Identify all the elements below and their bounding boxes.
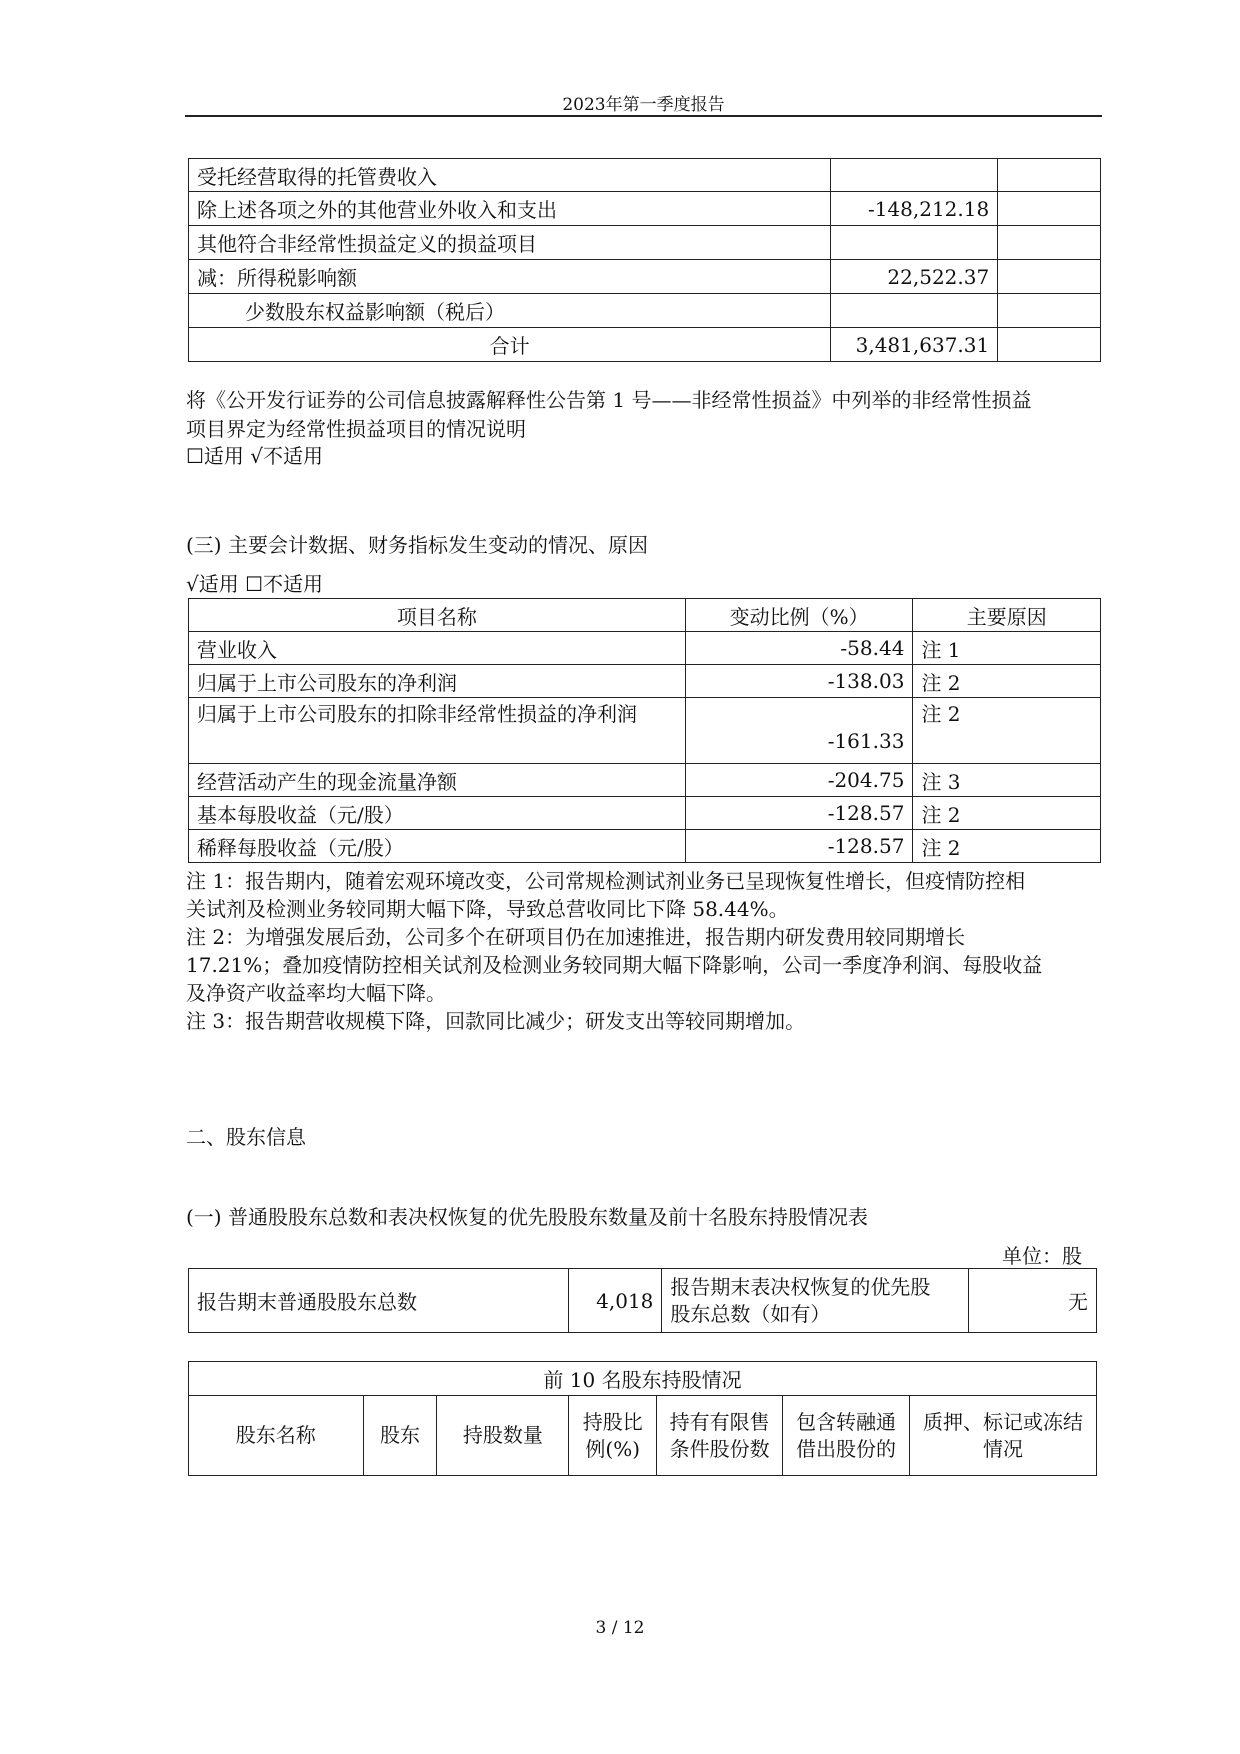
preferred-label-line-2: 股东总数（如有） xyxy=(670,1301,831,1326)
shareholder-count-table xyxy=(188,1268,1097,1333)
column-header-line-1: 持股数量 xyxy=(462,1423,543,1447)
table-row xyxy=(189,294,1101,328)
main-reason: 注 2 xyxy=(913,698,1101,764)
applicability-1: ☐适用 √不适用 xyxy=(186,444,324,468)
item-amount xyxy=(831,226,998,260)
explanation-line-1: 将《公开发行证券的公司信息披露解释性公告第 1 号——非经常性损益》中列举的非经常性损益 xyxy=(186,388,1032,412)
section-2-title: 二、股东信息 xyxy=(186,1125,306,1149)
item-note xyxy=(998,226,1101,260)
item-label: 受托经营取得的托管费收入 xyxy=(189,159,831,192)
table-row xyxy=(189,192,1101,226)
unit-label: 单位：股 xyxy=(1002,1244,1082,1268)
item-name: 稀释每股收益（元/股） xyxy=(189,830,686,863)
item-name: 营业收入 xyxy=(189,632,686,665)
item-label: 除上述各项之外的其他营业外收入和支出 xyxy=(189,192,831,226)
note-line: 注 3：报告期营收规模下降，回款同比减少；研发支出等较同期增加。 xyxy=(186,1009,806,1033)
change-ratio: -128.57 xyxy=(685,797,913,830)
column-header-line-2: 例(%) xyxy=(585,1436,641,1461)
item-name: 归属于上市公司股东的净利润 xyxy=(189,665,686,698)
column-header-line-1: 股东 xyxy=(380,1423,421,1447)
common-shareholder-count-value: 4,018 xyxy=(569,1269,662,1333)
column-header-line-2: 条件股份数 xyxy=(669,1436,770,1461)
column-header xyxy=(189,1396,364,1476)
item-label: 减：所得税影响额 xyxy=(189,260,831,294)
column-header-line-1: 持有有限售 xyxy=(669,1409,770,1434)
change-ratio: -138.03 xyxy=(685,665,913,698)
column-header xyxy=(910,1396,1097,1476)
header-item-name: 项目名称 xyxy=(189,599,686,632)
table-row xyxy=(189,159,1101,192)
note-line: 关试剂及检测业务较同期大幅下降，导致总营收同比下降 58.44%。 xyxy=(186,897,789,921)
note-line: 及净资产收益率均大幅下降。 xyxy=(186,981,446,1005)
applicability-2: √适用 ☐不适用 xyxy=(186,572,324,596)
column-header-line-2: 借出股份的 xyxy=(796,1436,897,1461)
table-row xyxy=(189,328,1101,362)
item-note xyxy=(998,159,1101,192)
table-row xyxy=(189,797,1101,830)
item-amount: 3,481,637.31 xyxy=(831,328,998,362)
note-line: 注 1：报告期内，随着宏观环境改变，公司常规检测试剂业务已呈现恢复性增长，但疫情防控相 xyxy=(186,869,1026,893)
column-header-line-2: 情况 xyxy=(983,1436,1023,1461)
item-name: 基本每股收益（元/股） xyxy=(189,797,686,830)
explanation-line-2: 项目界定为经常性损益项目的情况说明 xyxy=(186,417,526,441)
section-3-title: (三) 主要会计数据、财务指标发生变动的情况、原因 xyxy=(186,533,648,557)
common-shareholder-count-label: 报告期末普通股股东总数 xyxy=(189,1269,569,1333)
item-amount xyxy=(831,294,998,328)
item-name: 归属于上市公司股东的扣除非经常性损益的净利润 xyxy=(189,698,686,764)
table-row xyxy=(189,260,1101,294)
column-header xyxy=(569,1396,657,1476)
column-header-line-1: 质押、标记或冻结 xyxy=(923,1409,1083,1434)
change-ratio: -58.44 xyxy=(685,632,913,665)
item-note xyxy=(998,294,1101,328)
subsection-1-title: (一) 普通股股东总数和表决权恢复的优先股股东数量及前十名股东持股情况表 xyxy=(186,1205,868,1229)
header-main-reason: 主要原因 xyxy=(913,599,1101,632)
item-label: 其他符合非经常性损益定义的损益项目 xyxy=(189,226,831,260)
note-line: 注 2：为增强发展后劲，公司多个在研项目仍在加速推进，报告期内研发费用较同期增长 xyxy=(186,925,966,949)
table-row xyxy=(189,764,1101,797)
main-reason: 注 2 xyxy=(913,830,1101,863)
main-reason: 注 3 xyxy=(913,764,1101,797)
table-row xyxy=(189,665,1101,698)
item-amount: -148,212.18 xyxy=(831,192,998,226)
page-header: 2023年第一季度报告 xyxy=(562,95,725,115)
column-header xyxy=(783,1396,910,1476)
column-header xyxy=(657,1396,783,1476)
change-ratio: -161.33 xyxy=(685,698,913,764)
change-ratio: -204.75 xyxy=(685,764,913,797)
main-reason: 注 2 xyxy=(913,797,1101,830)
item-label: 少数股东权益影响额（税后） xyxy=(189,294,831,328)
item-amount: 22,522.37 xyxy=(831,260,998,294)
column-header-line-1: 持股比 xyxy=(582,1409,643,1434)
item-label: 合计 xyxy=(189,328,831,362)
header-rule xyxy=(185,115,1102,117)
item-note xyxy=(998,192,1101,226)
header-change-ratio: 变动比例（%） xyxy=(685,599,913,632)
preferred-label-line-1: 报告期末表决权恢复的优先股 xyxy=(670,1274,931,1299)
table-row xyxy=(189,226,1101,260)
item-note xyxy=(998,260,1101,294)
column-header xyxy=(363,1396,437,1476)
table-row xyxy=(189,698,1101,764)
note-line: 17.21%；叠加疫情防控相关试剂及检测业务较同期大幅下降影响，公司一季度净利润、每股收益 xyxy=(186,953,1043,977)
item-note xyxy=(998,328,1101,362)
change-reason-table xyxy=(188,598,1101,863)
main-reason: 注 2 xyxy=(913,665,1101,698)
table-row xyxy=(189,830,1101,863)
preferred-shareholder-value: 无 xyxy=(969,1269,1097,1333)
page-number: 3 / 12 xyxy=(595,1618,645,1638)
column-header xyxy=(437,1396,569,1476)
top10-title: 前 10 名股东持股情况 xyxy=(189,1362,1097,1396)
item-name: 经营活动产生的现金流量净额 xyxy=(189,764,686,797)
change-ratio: -128.57 xyxy=(685,830,913,863)
preferred-shareholder-label xyxy=(662,1269,969,1333)
item-amount xyxy=(831,159,998,192)
non-recurring-items-table xyxy=(188,158,1101,362)
top10-shareholders-table xyxy=(188,1361,1097,1476)
table-row xyxy=(189,632,1101,665)
main-reason: 注 1 xyxy=(913,632,1101,665)
column-header-line-1: 包含转融通 xyxy=(796,1409,897,1434)
column-header-line-1: 股东名称 xyxy=(235,1423,316,1447)
